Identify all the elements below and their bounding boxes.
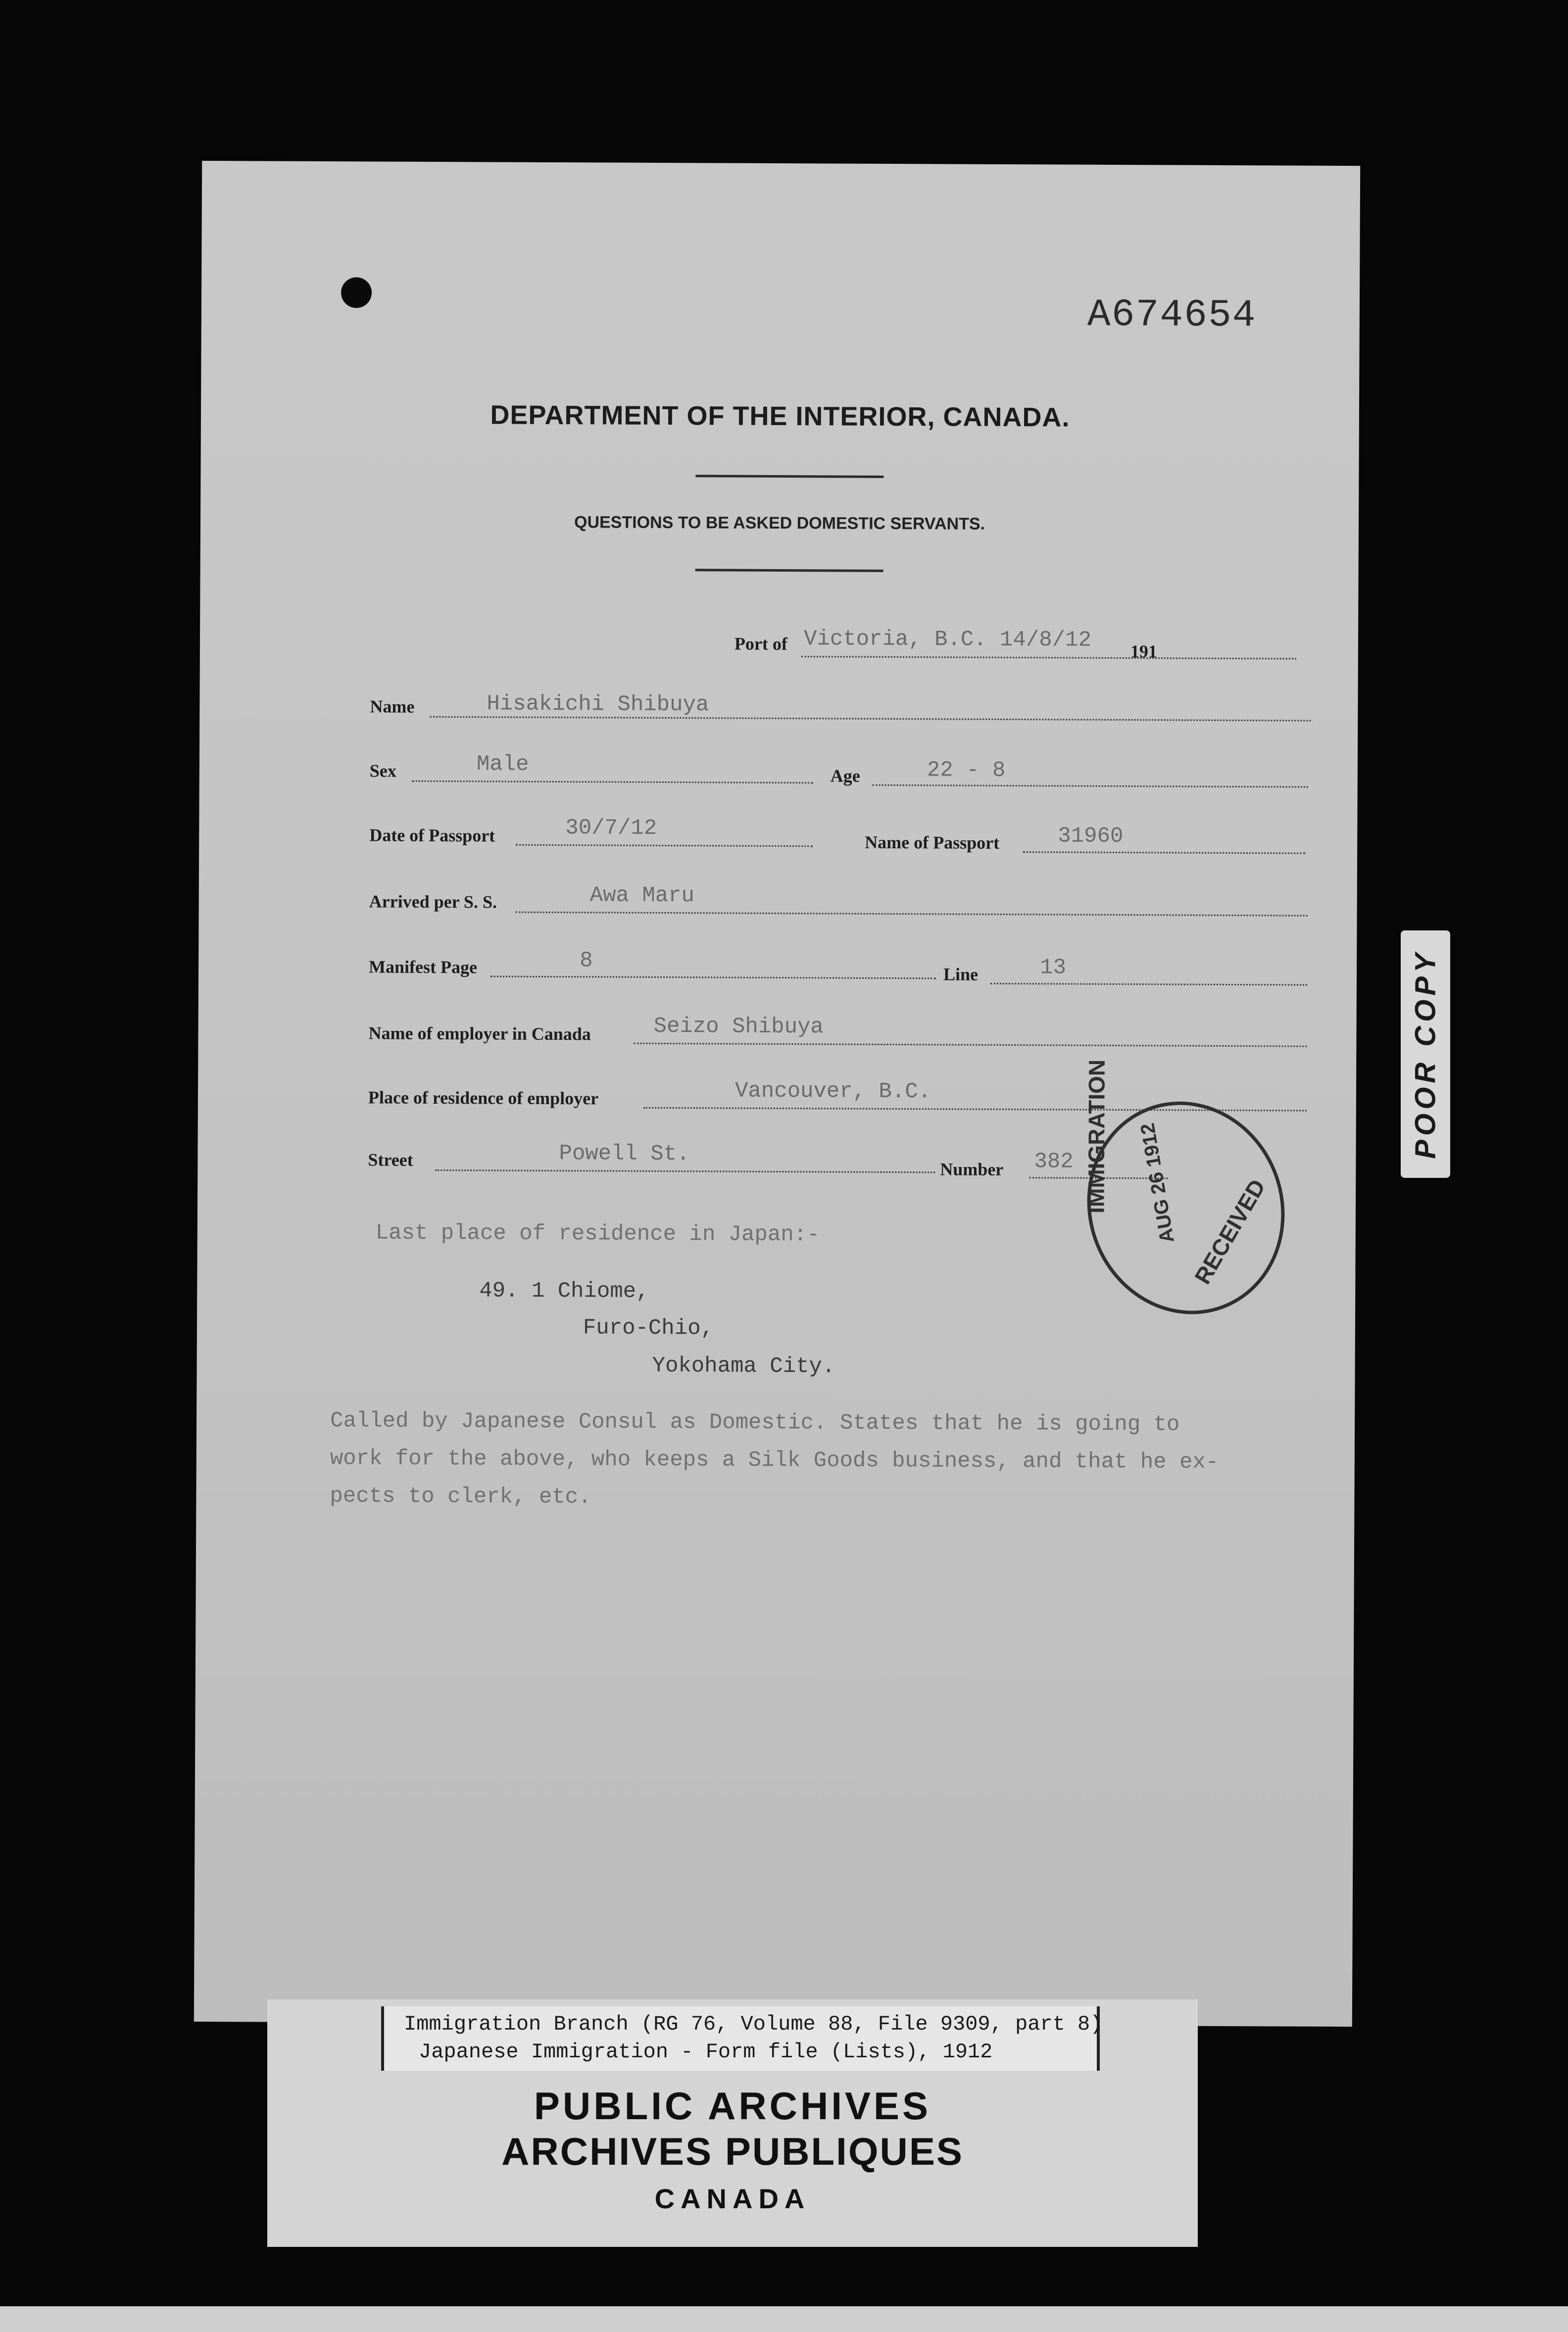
age-line bbox=[873, 784, 1308, 788]
stamp-immigration: IMMIGRATION bbox=[1083, 1059, 1110, 1214]
archive-name-english: PUBLIC ARCHIVES bbox=[534, 2084, 931, 2128]
sex-line bbox=[412, 780, 813, 784]
arrived-line bbox=[516, 912, 1308, 917]
poor-copy-tag bbox=[1401, 930, 1450, 1178]
stamp-received: RECEIVED bbox=[1189, 1174, 1271, 1289]
passport-date-label: Date of Passport bbox=[369, 825, 495, 846]
archive-name-french: ARCHIVES PUBLIQUES bbox=[501, 2130, 964, 2173]
poor-copy-text: POOR COPY bbox=[1409, 949, 1442, 1159]
employer-label: Name of employer in Canada bbox=[368, 1023, 591, 1044]
number-value: 382 bbox=[1034, 1149, 1074, 1174]
employer-value: Seizo Shibuya bbox=[653, 1014, 824, 1040]
last-residence-heading: Last place of residence in Japan:- bbox=[375, 1220, 820, 1248]
residence-value: Vancouver, B.C. bbox=[735, 1078, 931, 1105]
address-line-3: Yokohama City. bbox=[652, 1353, 835, 1379]
stamp-date: AUG 26 1912 bbox=[1136, 1121, 1178, 1245]
line-label: Line bbox=[943, 964, 979, 984]
year-suffix: 191 bbox=[1130, 641, 1157, 662]
street-value: Powell St. bbox=[559, 1141, 690, 1167]
archive-reference-tag bbox=[381, 2006, 1103, 2071]
port-line bbox=[801, 656, 1296, 659]
street-label: Street bbox=[368, 1150, 413, 1170]
passport-name-value: 31960 bbox=[1058, 824, 1124, 849]
form-sheet bbox=[194, 161, 1360, 2027]
remark-line-1: Called by Japanese Consul as Domestic. States that he is going to bbox=[330, 1409, 1180, 1437]
passport-date-value: 30/7/12 bbox=[565, 816, 657, 841]
address-line-2: Furo-Chio, bbox=[583, 1315, 714, 1341]
archive-ref-line-2: Japanese Immigration - Form file (Lists), 1912 bbox=[419, 2040, 993, 2064]
manifest-label: Manifest Page bbox=[369, 957, 478, 977]
punch-hole bbox=[341, 277, 372, 308]
name-line bbox=[430, 716, 1311, 722]
archive-ref-line-1: Immigration Branch (RG 76, Volume 88, File 9309, part 8) bbox=[404, 2012, 1103, 2036]
passport-date-line bbox=[516, 844, 813, 847]
age-value: 22 - 8 bbox=[927, 758, 1006, 783]
employer-line bbox=[634, 1043, 1307, 1047]
residence-label: Place of residence of employer bbox=[368, 1087, 599, 1109]
port-value: Victoria, B.C. 14/8/12 bbox=[803, 627, 1092, 653]
age-label: Age bbox=[830, 766, 860, 786]
passport-name-label: Name of Passport bbox=[865, 832, 1000, 853]
sex-value: Male bbox=[476, 752, 529, 777]
port-label: Port of bbox=[734, 633, 788, 654]
department-title: DEPARTMENT OF THE INTERIOR, CANADA. bbox=[490, 400, 1070, 433]
manifest-value: 8 bbox=[580, 948, 593, 973]
address-line-1: 49. 1 Chiome, bbox=[479, 1278, 649, 1304]
name-label: Name bbox=[370, 696, 415, 717]
line-line bbox=[990, 983, 1307, 986]
document-number: A674654 bbox=[1087, 293, 1257, 338]
archive-card bbox=[267, 1999, 1198, 2247]
arrived-value: Awa Maru bbox=[589, 883, 695, 909]
arrived-label: Arrived per S. S. bbox=[369, 891, 497, 912]
number-label: Number bbox=[940, 1159, 1004, 1179]
film-edge-strip bbox=[0, 2306, 1568, 2332]
street-line bbox=[435, 1169, 935, 1173]
archive-country: CANADA bbox=[654, 2183, 811, 2214]
passport-name-line bbox=[1023, 851, 1305, 854]
title-rule-top bbox=[695, 475, 883, 478]
remark-line-2: work for the above, who keeps a Silk Goods business, and that he ex- bbox=[330, 1446, 1219, 1475]
manifest-line bbox=[490, 975, 936, 979]
name-value: Hisakichi Shibuya bbox=[487, 691, 709, 718]
line-value: 13 bbox=[1040, 955, 1067, 980]
title-rule-bottom bbox=[695, 569, 883, 572]
form-subtitle: QUESTIONS TO BE ASKED DOMESTIC SERVANTS. bbox=[574, 513, 985, 534]
remark-line-3: pects to clerk, etc. bbox=[330, 1484, 591, 1510]
received-stamp bbox=[1058, 1059, 1314, 1342]
sex-label: Sex bbox=[369, 761, 396, 781]
